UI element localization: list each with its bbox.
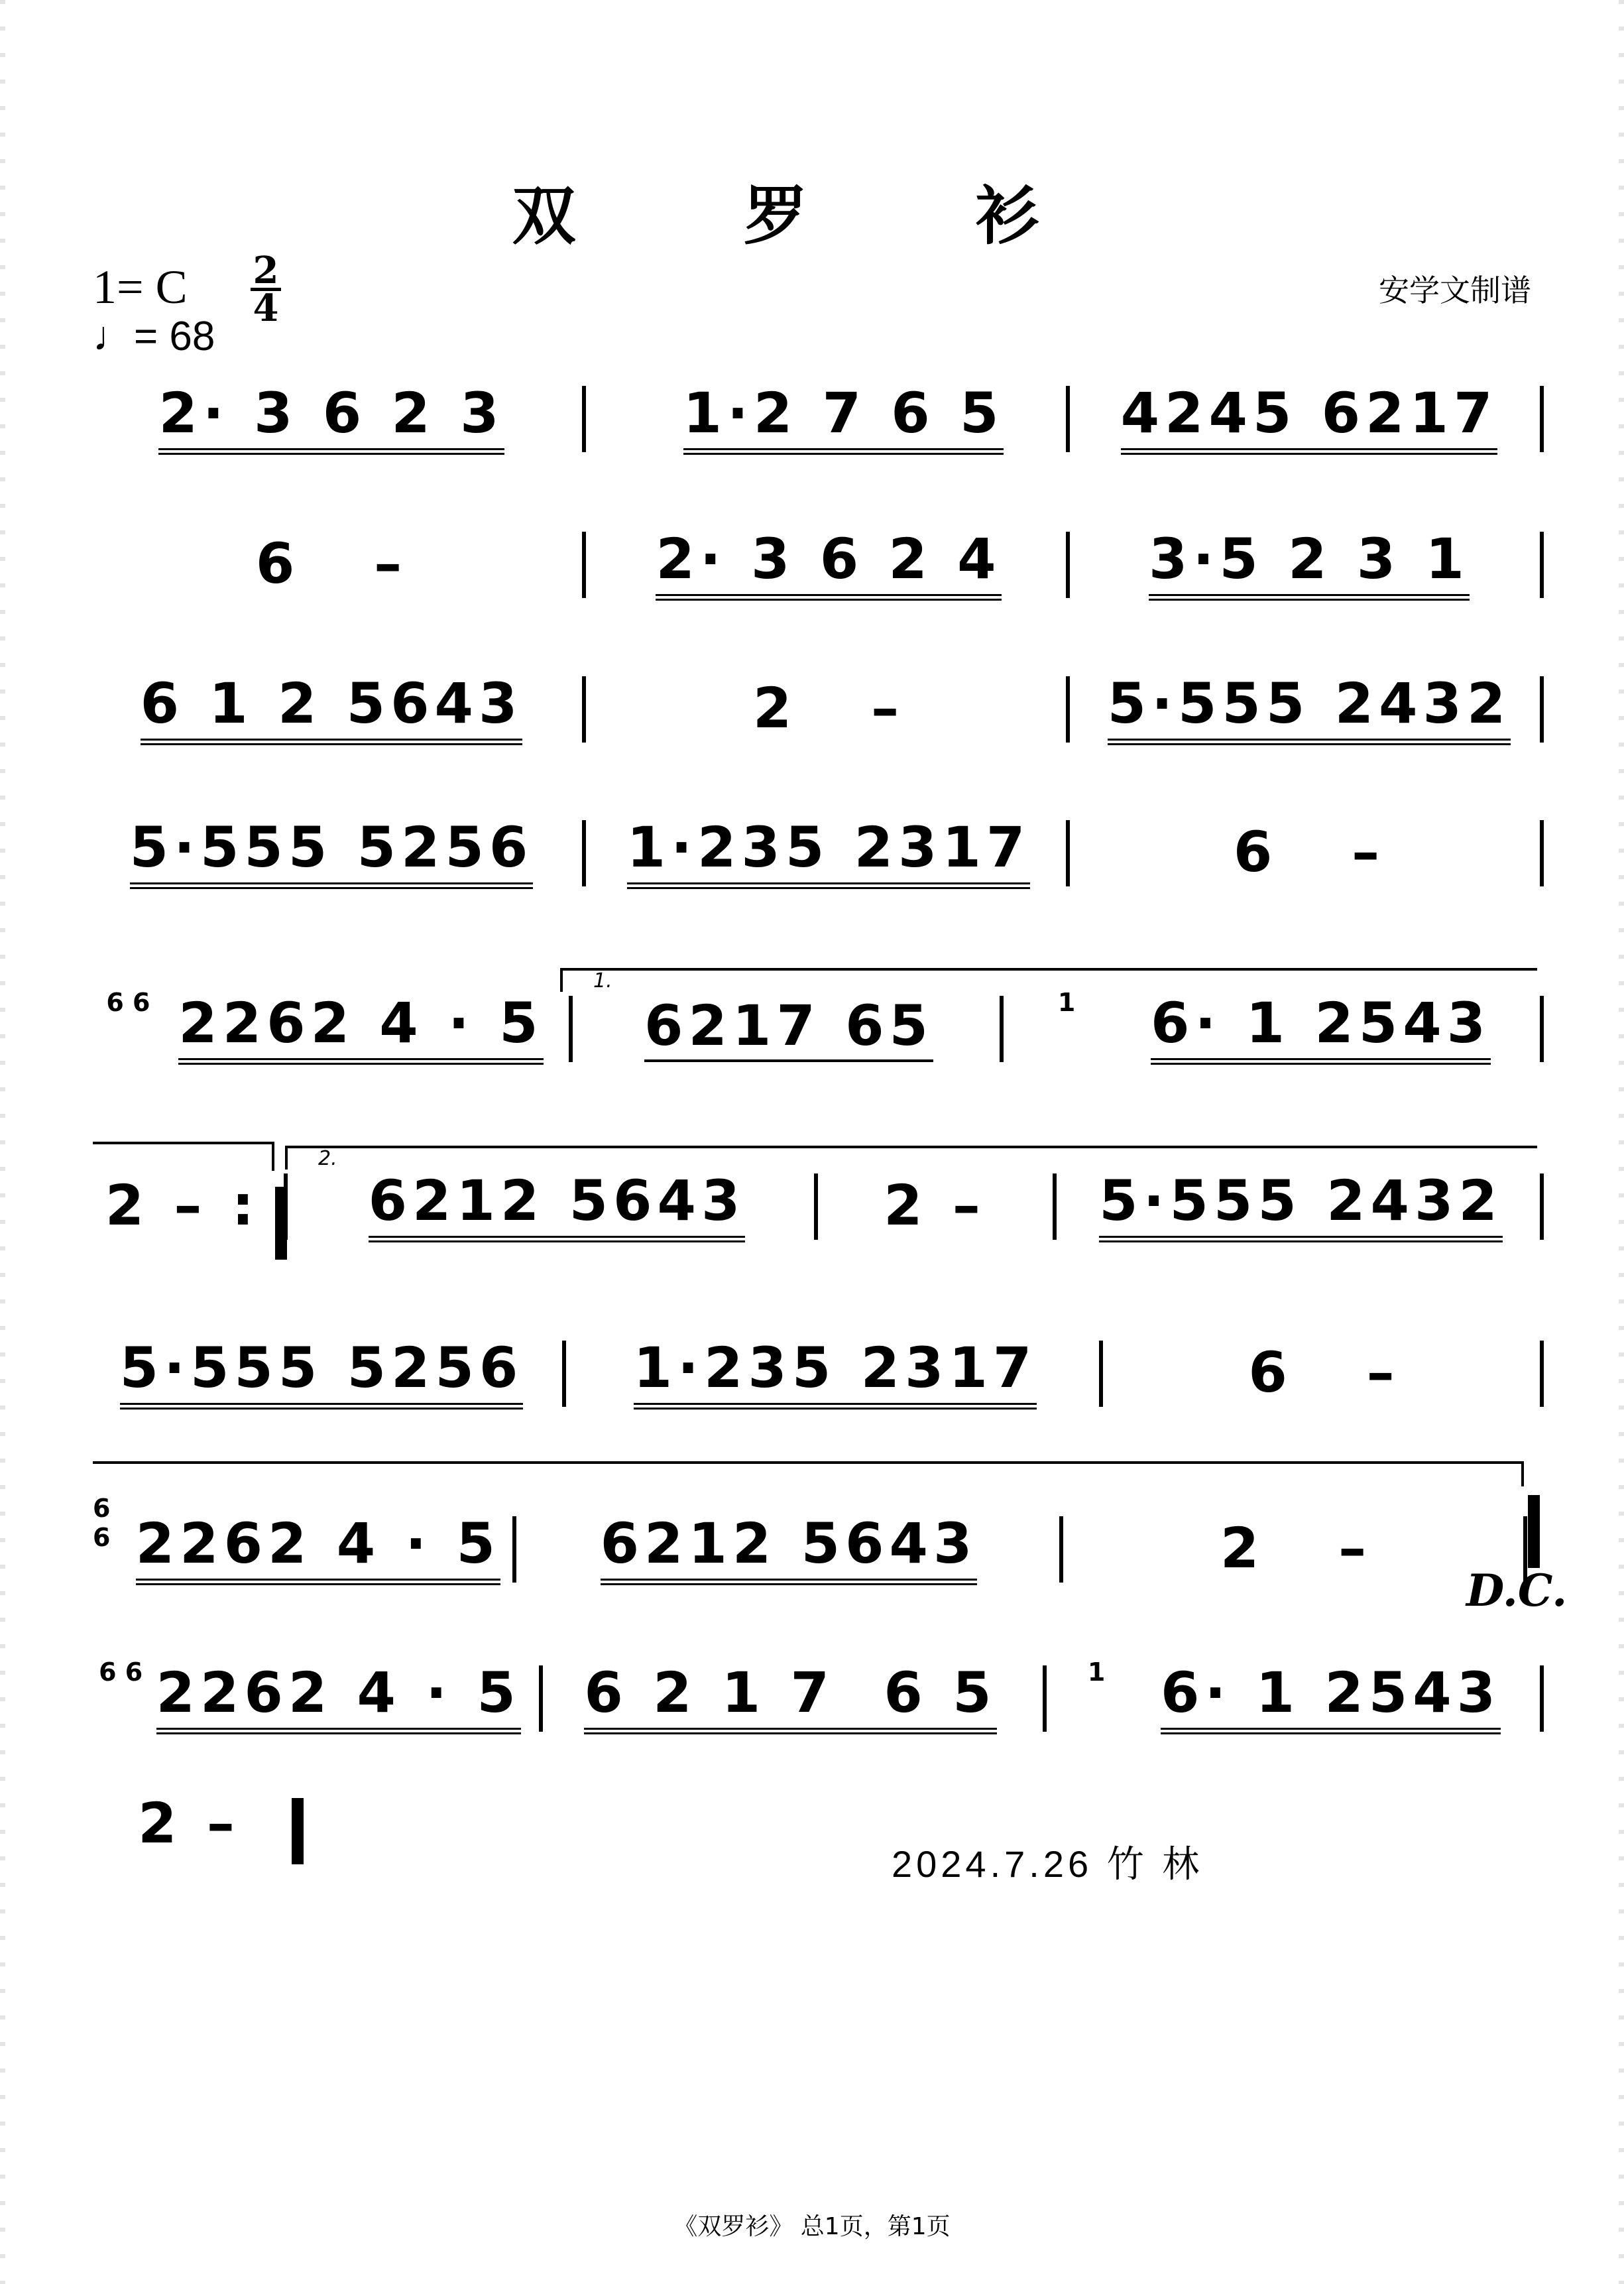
- score-row: [0, 1657, 1624, 1770]
- score-row: [0, 526, 1624, 636]
- volta-bracket: [560, 968, 1537, 992]
- score-row: [0, 815, 1624, 925]
- barline: [1540, 1173, 1544, 1240]
- volta-label: 2.: [318, 1147, 337, 1170]
- barline: [1540, 1665, 1544, 1732]
- measure: [93, 1790, 285, 1856]
- measure: [93, 530, 570, 597]
- score-row: [0, 1790, 1624, 1896]
- barline: [539, 1665, 543, 1732]
- measure: [530, 1511, 1047, 1581]
- grace-note: 1: [1087, 1657, 1106, 1687]
- notes: 3·5 2 3 1: [1149, 526, 1470, 601]
- score-row: [0, 1494, 1624, 1621]
- notes: 6· 1 2543: [1161, 1660, 1501, 1734]
- measure: [93, 381, 570, 451]
- barline: [1059, 1516, 1063, 1583]
- measure: [1080, 1515, 1511, 1581]
- score-row: [0, 1335, 1624, 1445]
- barline: [1066, 820, 1070, 886]
- measure: [1021, 988, 1528, 1061]
- measure: [550, 1660, 1031, 1730]
- notes: 4245 6217: [1121, 381, 1498, 455]
- barline: [1099, 1341, 1103, 1407]
- measure: [1090, 819, 1528, 885]
- barline: [512, 1516, 516, 1583]
- volta-bracket: [285, 1146, 1537, 1170]
- grace-note: 1: [1057, 988, 1076, 1017]
- barline: [582, 386, 586, 452]
- measure: [1074, 1168, 1528, 1238]
- notes: 6 1 2 5643: [141, 671, 523, 745]
- measure: [603, 675, 1054, 741]
- notes: 1·235 2317: [627, 815, 1031, 889]
- key-signature: 1= C: [93, 261, 188, 314]
- barline: [569, 996, 573, 1062]
- dc-bracket: [93, 1461, 1524, 1486]
- notes: 6 –: [1248, 1340, 1400, 1405]
- barline: [1540, 532, 1544, 598]
- volta-label: 1.: [593, 969, 612, 992]
- signature-date: 2024.7.26 竹 林: [892, 1843, 1204, 1885]
- barline: [582, 820, 586, 886]
- measure: [312, 1168, 802, 1238]
- notes: 6 –: [255, 531, 408, 596]
- measure: [1090, 526, 1528, 597]
- notes: 6· 1 2543: [1151, 991, 1491, 1065]
- measure: [93, 815, 570, 885]
- final-barline: [1528, 1495, 1540, 1568]
- measure: [93, 988, 557, 1061]
- notes: 6 –: [1233, 819, 1385, 884]
- final-barline: [275, 1187, 287, 1260]
- meter-top: 2: [253, 249, 279, 292]
- measure: [1061, 1657, 1528, 1730]
- notes: 2 –: [138, 1791, 240, 1856]
- measure: [603, 526, 1054, 597]
- notes: 5·555 5256: [120, 1335, 524, 1410]
- measure: [93, 1335, 550, 1406]
- notes: 2 –: [1220, 1516, 1372, 1581]
- measure: [1090, 381, 1528, 451]
- page-title: 双 罗 衫: [512, 178, 1112, 253]
- barline: [1066, 386, 1070, 452]
- measure: [93, 1657, 527, 1730]
- notes: 2 –: [884, 1173, 986, 1238]
- measure: [829, 1172, 1041, 1238]
- score-row: [0, 381, 1624, 491]
- score-row: [0, 671, 1624, 781]
- measure: [633, 381, 1054, 451]
- barline: [1540, 820, 1544, 886]
- measure: [603, 815, 1054, 885]
- measure: [1090, 671, 1528, 741]
- volta-continuation: [93, 1142, 274, 1171]
- notes: 6217 65: [644, 993, 933, 1062]
- notes: 2· 3 6 2 4: [656, 526, 1001, 601]
- final-barline: [292, 1798, 304, 1864]
- notes: 6212 5643: [601, 1511, 978, 1585]
- notes: 6212 5643: [369, 1168, 746, 1242]
- author-credit: 安学文制谱: [1379, 272, 1531, 308]
- notes: 1·235 2317: [634, 1335, 1037, 1410]
- time-signature: [251, 249, 281, 330]
- grace-note: 6 6: [93, 1494, 111, 1552]
- barline: [1540, 386, 1544, 452]
- meter-bottom: 4: [253, 286, 279, 330]
- measure: [590, 994, 988, 1061]
- grace-note: 6 6: [106, 988, 150, 1017]
- notes: 2 –: [752, 676, 905, 741]
- notes: 2 – :: [105, 1173, 260, 1238]
- barline: [1540, 996, 1544, 1062]
- measure: [93, 1494, 500, 1581]
- measure: [1120, 1339, 1528, 1406]
- barline: [1053, 1173, 1057, 1240]
- notes: 2262 4 · 5: [178, 991, 543, 1065]
- notes: 2262 4 · 5: [136, 1511, 500, 1585]
- barline: [1043, 1665, 1047, 1732]
- score-row: [0, 969, 1624, 1101]
- measure: [93, 671, 570, 741]
- barline: [562, 1341, 566, 1407]
- barline: [1066, 676, 1070, 743]
- measure: [93, 1172, 272, 1238]
- barline: [582, 532, 586, 598]
- dc-marking: D.C.: [1466, 1565, 1568, 1616]
- measure: [583, 1335, 1087, 1406]
- notes: 5·555 5256: [130, 815, 534, 889]
- barline: [1540, 1341, 1544, 1407]
- notes: 1·2 7 6 5: [683, 381, 1004, 455]
- barline: [1000, 996, 1004, 1062]
- barline: [814, 1173, 818, 1240]
- right-edge-decoration: [1619, 0, 1624, 2284]
- page-footer: 《双罗衫》 总1页，第1页: [673, 2213, 951, 2240]
- barline: [1540, 676, 1544, 743]
- notes: 2262 4 · 5: [156, 1660, 521, 1734]
- notes: 5·555 2432: [1108, 671, 1511, 745]
- tempo-marking: ♩= 68: [93, 314, 215, 359]
- left-edge-decoration: [0, 0, 5, 2284]
- score-row: [0, 1147, 1624, 1278]
- grace-note: 6 6: [99, 1657, 143, 1687]
- barline: [582, 676, 586, 743]
- notes: 5·555 2432: [1099, 1168, 1503, 1242]
- notes: 2· 3 6 2 3: [158, 381, 504, 455]
- notes: 6 2 1 7 6 5: [584, 1660, 996, 1734]
- barline: [1066, 532, 1070, 598]
